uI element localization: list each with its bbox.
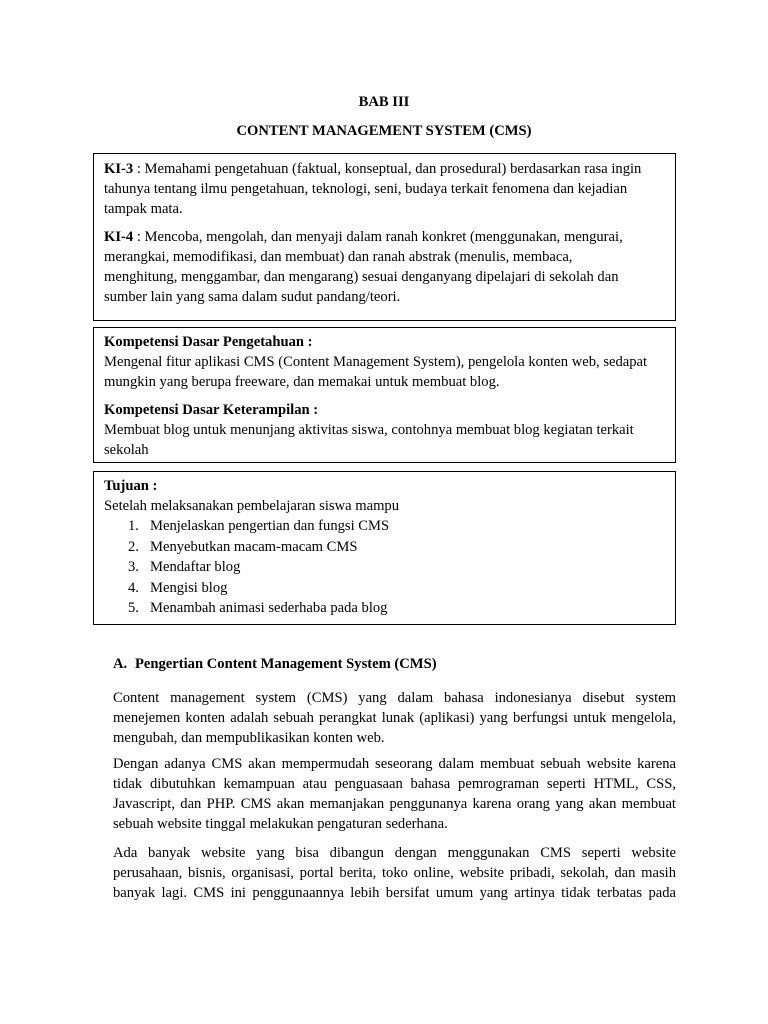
basic-competency-box [93,327,676,463]
list-item-text: Menjelaskan pengertian dan fungsi CMS [150,518,390,534]
objectives-list [104,516,665,619]
list-item-text: Menambah animasi sederhaba pada blog [150,600,388,616]
ki-4-text-line: sumber lain yang sama dalam sudut pandang/teori. [104,289,401,305]
paragraph [113,688,676,748]
list-item-text: Mengisi blog [150,579,228,596]
section-title: Pengertian Content Management System (CMS) [135,656,437,672]
list-item [128,537,665,558]
kd-skill [104,400,665,460]
ki-3-text-line: tampak mata. [104,201,183,217]
paragraph-line: tidak dibutuhkan kemampuan atau penguasaan bahasa pemrograman seperti HTML, CSS, [113,776,676,792]
list-item [128,598,665,619]
objectives-intro: Setelah melaksanakan pembelajaran siswa mampu [104,498,400,514]
section-heading [113,654,437,674]
paragraph-line: mengubah, dan mempublikasikan konten web. [113,730,385,746]
ki-4-label: KI-4 [104,229,134,245]
paragraph-line: sebuah website tinggal melakukan pengaturan sederhana. [113,816,448,832]
ki-3-text-line: tahunya tentang ilmu pengetahuan, teknologi, seni, budaya terkait fenomena dan kejadian [104,181,628,197]
ki-4-text-line: menghitung, menggambar, dan mengarang) sesuai denganyang dipelajari di sekolah dan [104,269,619,285]
section-number: A. [113,656,128,672]
objectives-heading: Tujuan : [104,478,158,494]
list-item-number: 5. [128,600,139,616]
chapter-title: CONTENT MANAGEMENT SYSTEM (CMS) [236,123,532,139]
list-item-number: 1. [128,518,139,534]
kd-knowledge-heading: Kompetensi Dasar Pengetahuan : [104,334,313,350]
list-item-number: 3. [128,559,139,575]
list-item-text: Mendaftar blog [150,559,241,575]
paragraph-line: Dengan adanya CMS akan mempermudah seseorang dalam membuat sebuah website karena [113,756,676,772]
kd-knowledge [104,332,665,392]
kd-knowledge-line: Mengenal fitur aplikasi CMS (Content Management System), pengelola konten web, sedapat [104,354,648,370]
ki-4-paragraph [104,227,665,307]
kd-knowledge-line: mungkin yang berupa freeware, dan memakai untuk membuat blog. [104,374,500,390]
paragraph-line: Ada banyak website yang bisa dibangun dengan menggunakan CMS seperti website [113,845,676,861]
kd-skill-heading: Kompetensi Dasar Keterampilan : [104,402,319,418]
paragraph-line: banyak lagi. CMS ini penggunaannya lebih bersifat umum yang artinya tidak terbatas pada [113,885,676,901]
core-competency-box [93,153,676,321]
list-item-number: 2. [128,538,139,555]
list-item [128,557,665,578]
list-item [128,516,665,537]
kd-skill-line: Membuat blog untuk menunjang aktivitas siswa, contohnya membuat blog kegiatan terkait [104,422,634,438]
paragraph-line: Content management system (CMS) yang dalam bahasa indonesianya disebut system [113,690,676,706]
paragraph-line: menejemen konten adalah sebuah perangkat lunak (aplikasi) yang berfungsi untuk mengelola, [113,710,676,726]
paragraph [113,754,676,834]
chapter-heading: BAB III [358,94,410,110]
paragraph [113,843,676,903]
ki-3-paragraph [104,159,665,219]
ki-3-text-line: : Memahami pengetahuan (faktual, konseptual, dan prosedural) berdasarkan rasa ingin [133,161,642,177]
kd-skill-line: sekolah [104,442,149,458]
objectives-box [93,471,676,625]
paragraph-line: Javascript, dan PHP. CMS akan memanjakan penggunanya karena orang yang akan membuat [113,796,676,812]
list-item [128,578,665,599]
list-item-text: Menyebutkan macam-macam CMS [150,538,358,555]
ki-3-label: KI-3 [104,161,134,177]
ki-4-text-line: merangkai, memodifikasi, dan membuat) dan ranah abstrak (menulis, membaca, [104,249,573,265]
ki-4-text-line: : Mencoba, mengolah, dan menyaji dalam ranah konkret (menggunakan, mengurai, [133,229,623,245]
paragraph-line: perusahaan, bisnis, organisasi, portal berita, toko online, website pribadi, sekolah, dan masih [113,865,676,881]
list-item-number: 4. [128,579,139,596]
